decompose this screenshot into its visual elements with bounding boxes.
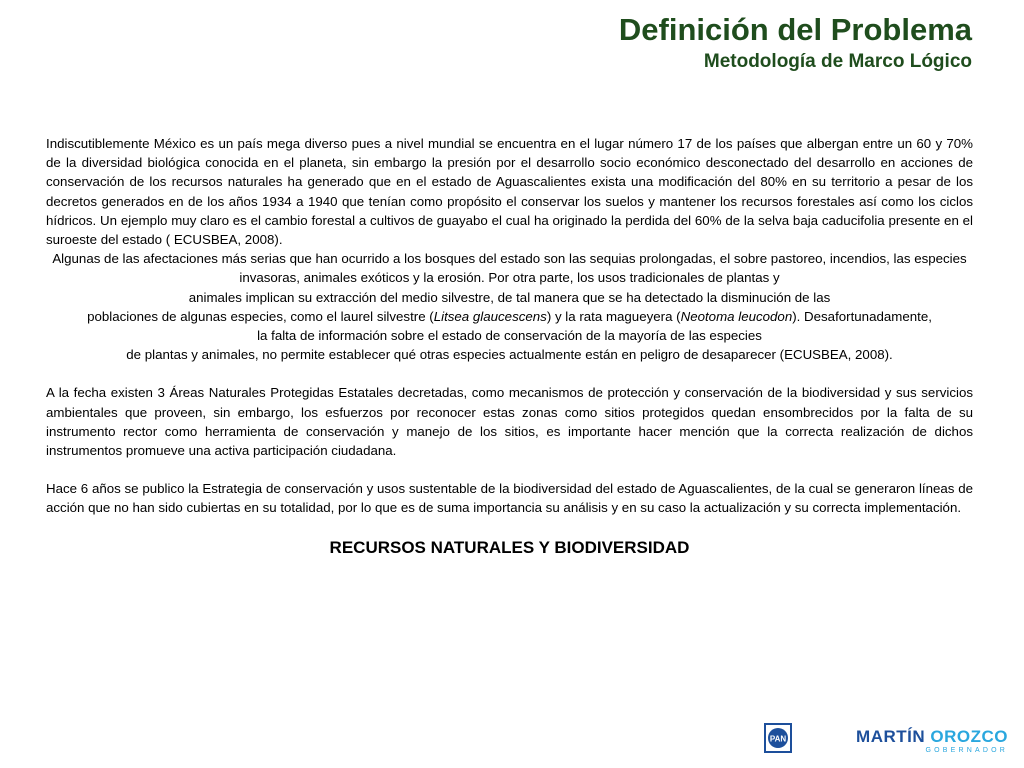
paragraph-affectations-line-4: la falta de información sobre el estado de conservación de la mayoría de las especies: [257, 328, 762, 344]
pan-logo-icon: [764, 723, 792, 753]
slide-body: [46, 134, 973, 557]
paragraph-affectations-line-1: Algunas de las afectaciones más serias que han ocurrido a los bosques del estado son las sequias prolongadas, el sobre pastoreo, incendios, las especies invasoras, animales exóticos y la erosión. Por otra parte, los usos tradicionales de plantas y: [52, 251, 967, 286]
section-heading: RECURSOS NATURALES Y BIODIVERSIDAD: [329, 537, 690, 557]
brand-name: [856, 728, 1008, 746]
paragraph-affectations-line-2: animales implican su extracción del medio silvestre, de tal manera que se ha detectado la disminución de las: [188, 289, 831, 305]
paragraph-spacer: [46, 364, 973, 383]
species-name-neotoma: Neotoma leucodon: [680, 308, 793, 324]
paragraph-affectations-line-3: [46, 307, 973, 326]
text-fragment: ) y la rata magueyera (: [546, 308, 681, 324]
brand-first-name: MARTÍN: [856, 727, 926, 746]
pan-logo-text: PAN: [769, 734, 787, 744]
text-fragment: poblaciones de algunas especies, como el laurel silvestre (: [87, 308, 434, 324]
paragraph-strategy: Hace 6 años se publico la Estrategia de conservación y usos sustentable de la biodiversidad del estado de Aguascalientes, de la cual se generaron líneas de acción que no han sido cubiertas en su totalidad, por lo que es de suma importancia su análisis y en su caso la actualización y su correcta implementación.: [46, 481, 973, 516]
paragraph-affectations-line-5: de plantas y animales, no permite establecer qué otras especies actualmente están en peligro de desaparecer (ECUSBEA, 2008).: [126, 347, 893, 363]
slide-subtitle: Metodología de Marco Lógico: [703, 51, 972, 72]
paragraph-protected-areas: A la fecha existen 3 Áreas Naturales Protegidas Estatales decretadas, como mecanismos de protección y conservación de la biodiversidad y sus servicios ambientales que proveen, sin embargo, los esfuerzos por reconocer estas zonas como sitios protegidos quedan ensombrecidos por la falta de su instrumento rector como herramienta de conservación y manejo de los sitios, es importante hacer mención que la correcta realización de dichos instrumentos promueve una activa participación ciudadana.: [46, 385, 973, 459]
text-fragment: ). Desafortunadamente,: [792, 308, 932, 324]
paragraph-intro: Indiscutiblemente México es un país mega diverso pues a nivel mundial se encuentra en el lugar número 17 de los países que albergan entre un 60 y 70% de la diversidad biológica conocida en el planeta, sin embargo la presión por el desarrollo socio económico desconectado del desarrollo en acciones de conservación de los recursos naturales ha generado que en el estado de Aguascalientes exista una modificación del 80% en su territorio a pesar de los decretos generados en de los años 1934 a 1940 que tenían como propósito el conservar los suelos y mantener los recursos forestales así como los ciclos hídricos. Un ejemplo muy claro es el cambio forestal a cultivos de guayabo el cual ha originado la perdida del 60% de la selva baja caducifolia presente en el suroeste del estado ( ECUSBEA, 2008).: [46, 136, 973, 248]
paragraph-spacer: [46, 460, 973, 479]
brand-last-name: OROZCO: [930, 727, 1008, 746]
slide-header: [619, 12, 972, 74]
brand-logo: [856, 728, 1008, 755]
species-name-litsea: Litsea glaucescens: [433, 308, 547, 324]
brand-subtitle: GOBERNADOR: [925, 747, 1008, 754]
slide-title: Definición del Problema: [618, 12, 972, 47]
